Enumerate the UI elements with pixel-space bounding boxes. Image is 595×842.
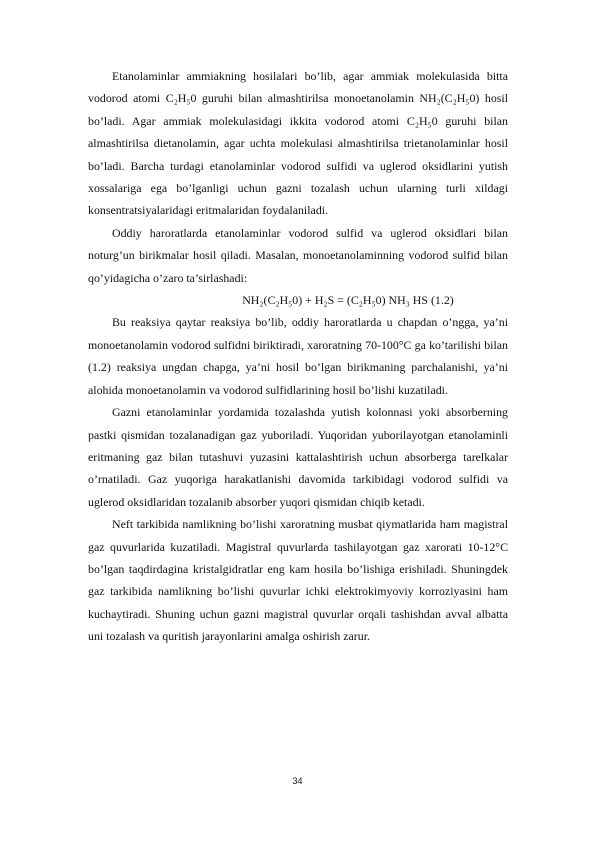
paragraph-absorber-process: Gazni etanolaminlar yordamida tozalashda yutish kolonnasi yoki absorberning pastki qismidan tozalanadigan gaz yuboriladi. Yuqoridan yuborilayotgan etanolaminli eritmaning gaz bilan tutashuvi yuzasini kattalashtirish uchun absorberga tarelkalar o’rnatiladi. Gaz yuqoriga harakatlanishi davomida tarkibidagi vodorod sulfidi va uglerod oksidlaridan tozalanib absorber yuqori qismidan chiqib ketadi.: [88, 405, 508, 509]
paragraph-ethanolamines-intro: Etanolaminlar ammiakning hosilalari bo’lib, agar ammiak molekulasida bitta vodorod atomi C₂H₅0 guruhi bilan almashtirilsa monoetanolamin NH₂(C₂H₅0) hosil bo’ladi. Agar ammiak molekulasidagi ikkita vodorod atomi C₂H₅0 guruhi bilan almashtirilsa dietanolamin, agar uchta molekulasi almashtirilsa trietanolaminlar hosil bo’ladi. Barcha turdagi etanolaminlar vodorod sulfidi va uglerod oksidlarini yutish xossalariga ega bo’lganligi uchun gazni tozalash uchun ularning turli xildagi konsentratsiyalaridagi eritmalaridan foydalaniladi.: [88, 69, 508, 218]
paragraph-moisture-pipelines: Neft tarkibida namlikning bo’lishi xaroratning musbat qiymatlarida ham magistral gaz quvurlarida kuzatiladi. Magistral quvurlarda tashilayotgan gaz xarorati 10-12°C bo’lgan taqdirdagina kristalgidratlar eng kam hosila bo’lishiga erishiladi. Shuningdek gaz tarkibida namlikning bo’lishi quvurlar ichki elektrokimyoviy korroziyasini ham kuchaytiradi. Shuning uchun gazni magistral quvurlar orqali tashishdan avval albatta uni tozalash va quritish jarayonlarini amalga oshirish zarur.: [88, 517, 508, 644]
paragraph-unstable-compounds: Oddiy haroratlarda etanolaminlar vodorod sulfid va uglerod oksidlari bilan noturg’un birikmalar hosil qiladi. Masalan, monoetanolaminning vodorod sulfid bilan qo’yidagicha o’zaro ta’sirlashadi:: [88, 225, 508, 285]
body-text: [88, 65, 508, 648]
page-number: 34: [292, 776, 303, 786]
paragraph-reversible-reaction: Bu reaksiya qaytar reaksiya bo’lib, oddiy haroratlarda u chapdan o’ngga, ya’ni monoetanolamin vodorod sulfidni biriktiradi, xaroratning 70-100°C ga ko’tarilishi bilan (1.2) reaksiya ungdan chapga, ya’ni hosil bo’lgan birikmaning parchalanishi, ya’ni alohida monoetanolamin va vodorod sulfidlarining hosil bo’lishi kuzatiladi.: [88, 315, 508, 397]
reaction-formula: NH₂(C₂H₅0) + H₂S = (C₂H₅0) NH₃ HS (1.2): [242, 293, 454, 308]
